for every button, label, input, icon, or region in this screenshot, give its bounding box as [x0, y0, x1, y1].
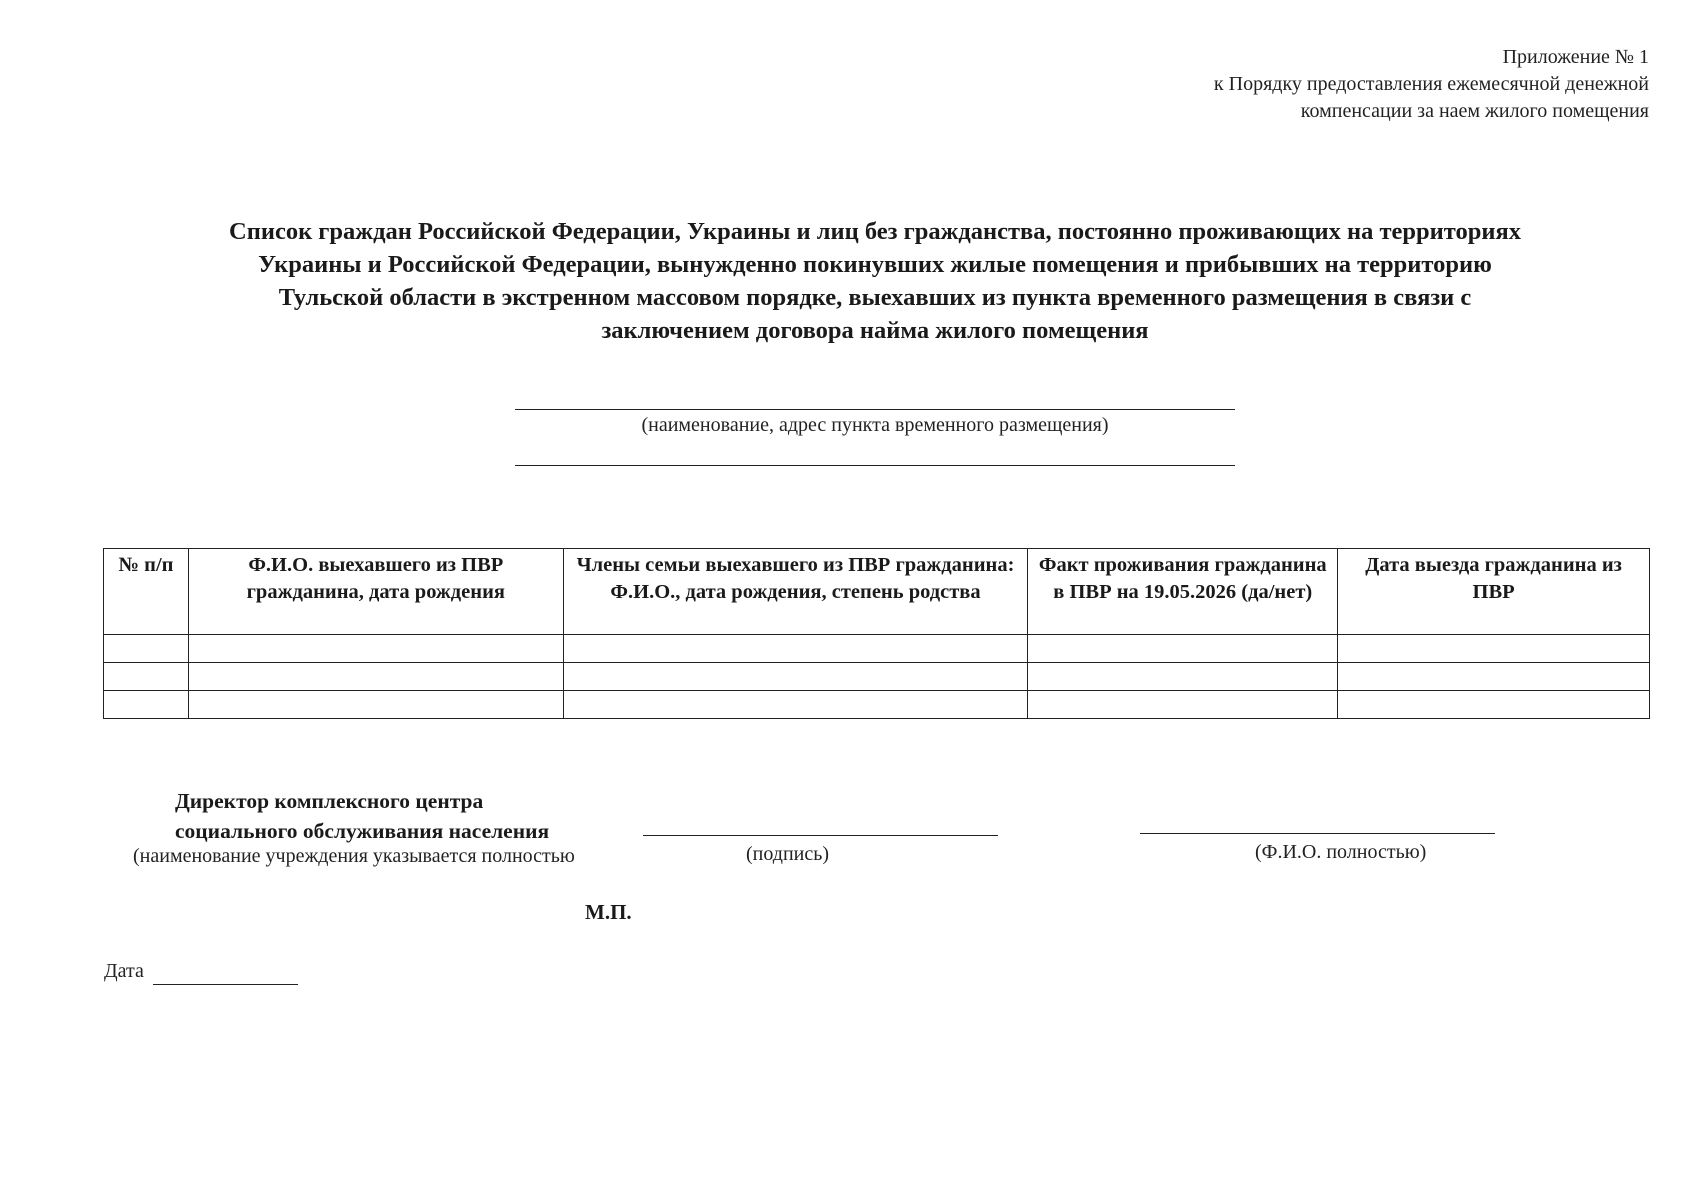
- director-position: [175, 786, 549, 846]
- document-title: [110, 215, 1640, 347]
- title-line-4: заключением договора найма жилого помещения: [601, 317, 1149, 344]
- appendix-reference-line2: компенсации за наем жилого помещения: [1300, 100, 1649, 122]
- table-row: [104, 691, 1650, 719]
- appendix-number: Приложение № 1: [1502, 46, 1649, 68]
- title-line-3: Тульской области в экстренном массовом порядке, выехавших из пункта временного размещения в связи с: [278, 284, 1472, 311]
- date-label: Дата: [104, 960, 144, 982]
- appendix-header: [1214, 44, 1649, 125]
- table-cell[interactable]: [1028, 691, 1338, 719]
- table-cell[interactable]: [188, 663, 563, 691]
- table-cell[interactable]: [1338, 691, 1650, 719]
- appendix-reference-line1: к Порядку предоставления ежемесячной денежной: [1213, 73, 1649, 95]
- place-blank-line-top: [515, 409, 1235, 410]
- header-family-members: Члены семьи выехавшего из ПВР гражданина: Ф.И.О., дата рождения, степень родства: [563, 549, 1028, 635]
- table-cell[interactable]: [563, 635, 1028, 663]
- place-blank-line-bottom: [515, 465, 1235, 466]
- header-number: № п/п: [104, 549, 189, 635]
- table-cell[interactable]: [563, 663, 1028, 691]
- table-row: [104, 663, 1650, 691]
- table-cell[interactable]: [1028, 635, 1338, 663]
- fio-caption: (Ф.И.О. полностью): [1255, 841, 1427, 863]
- date-blank-line: [153, 984, 298, 985]
- table-cell[interactable]: [1338, 663, 1650, 691]
- table-cell[interactable]: [1028, 663, 1338, 691]
- institution-note: (наименование учреждения указывается полностью: [133, 845, 575, 867]
- table-cell[interactable]: [104, 635, 189, 663]
- signature-caption: (подпись): [746, 843, 830, 865]
- title-line-2: Украины и Российской Федерации, вынужденно покинувших жилые помещения и прибывших на территорию: [258, 251, 1492, 278]
- table-row: [104, 635, 1650, 663]
- table-header-row: [104, 549, 1650, 635]
- table-cell[interactable]: [188, 691, 563, 719]
- place-caption: (наименование, адрес пункта временного размещения): [641, 414, 1109, 436]
- position-line-1: Директор комплексного центра: [175, 789, 484, 813]
- signature-blank-line: [643, 835, 998, 836]
- table-cell[interactable]: [188, 635, 563, 663]
- header-departure-date: Дата выезда гражданина из ПВР: [1338, 549, 1650, 635]
- table-cell[interactable]: [563, 691, 1028, 719]
- table-cell[interactable]: [1338, 635, 1650, 663]
- citizens-table: [103, 548, 1650, 719]
- header-fio: Ф.И.О. выехавшего из ПВР гражданина, дата рождения: [188, 549, 563, 635]
- stamp-place: М.П.: [585, 900, 632, 924]
- fio-blank-line: [1140, 833, 1495, 834]
- title-line-1: Список граждан Российской Федерации, Украины и лиц без гражданства, постоянно проживающих на территориях: [229, 218, 1521, 245]
- table-cell[interactable]: [104, 663, 189, 691]
- position-line-2: социального обслуживания населения: [175, 819, 550, 843]
- header-residence-fact: Факт проживания гражданина в ПВР на 19.05.2026 (да/нет): [1028, 549, 1338, 635]
- table-cell[interactable]: [104, 691, 189, 719]
